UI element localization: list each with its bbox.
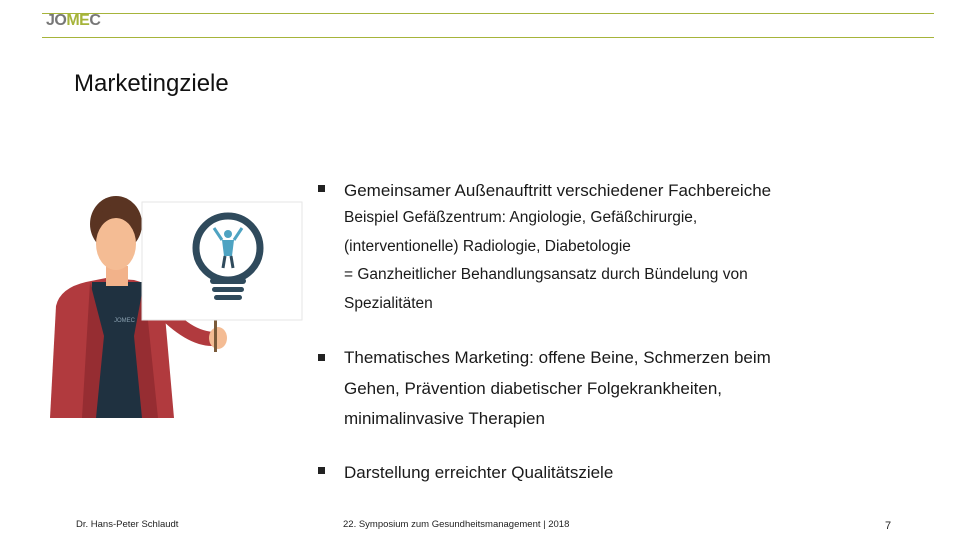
bullet-item-joint-appearance: Gemeinsamer Außenauftritt verschiedener Fachbereiche: [318, 180, 918, 202]
shirt-logo: JOMEC: [114, 318, 135, 324]
bullet-square-icon: [318, 467, 325, 474]
bullet-item-thematic-marketing: Thematisches Marketing: offene Beine, Schmerzen beim Gehen, Prävention diabetischer Folgekrankheiten, minimalinvasive Therapien: [318, 343, 918, 435]
header-line-bottom: [42, 37, 934, 38]
jomec-logo: JOMEC: [46, 12, 101, 29]
bullet-square-icon: [318, 185, 325, 192]
bullet-sub-text: Beispiel Gefäßzentrum: Angiologie, Gefäßchirurgie, (interventionelle) Radiologie, Diabetologie = Ganzheitlicher Behandlungsansatz durch Bündelung von Spezialitäten: [344, 209, 748, 312]
woman-holding-sign-illustration: [46, 196, 306, 418]
bullet-list: [318, 180, 918, 484]
bullet-item-quality-goals: Darstellung erreichter Qualitätsziele: [318, 462, 918, 484]
footer-event: 22. Symposium zum Gesundheitsmanagement | 2018: [343, 519, 570, 530]
page-number: 7: [885, 520, 892, 532]
slide-title: Marketingziele: [74, 70, 229, 97]
header-line-top: [42, 13, 934, 14]
footer-author: Dr. Hans-Peter Schlaudt: [76, 519, 179, 530]
bullet-square-icon: [318, 354, 325, 361]
